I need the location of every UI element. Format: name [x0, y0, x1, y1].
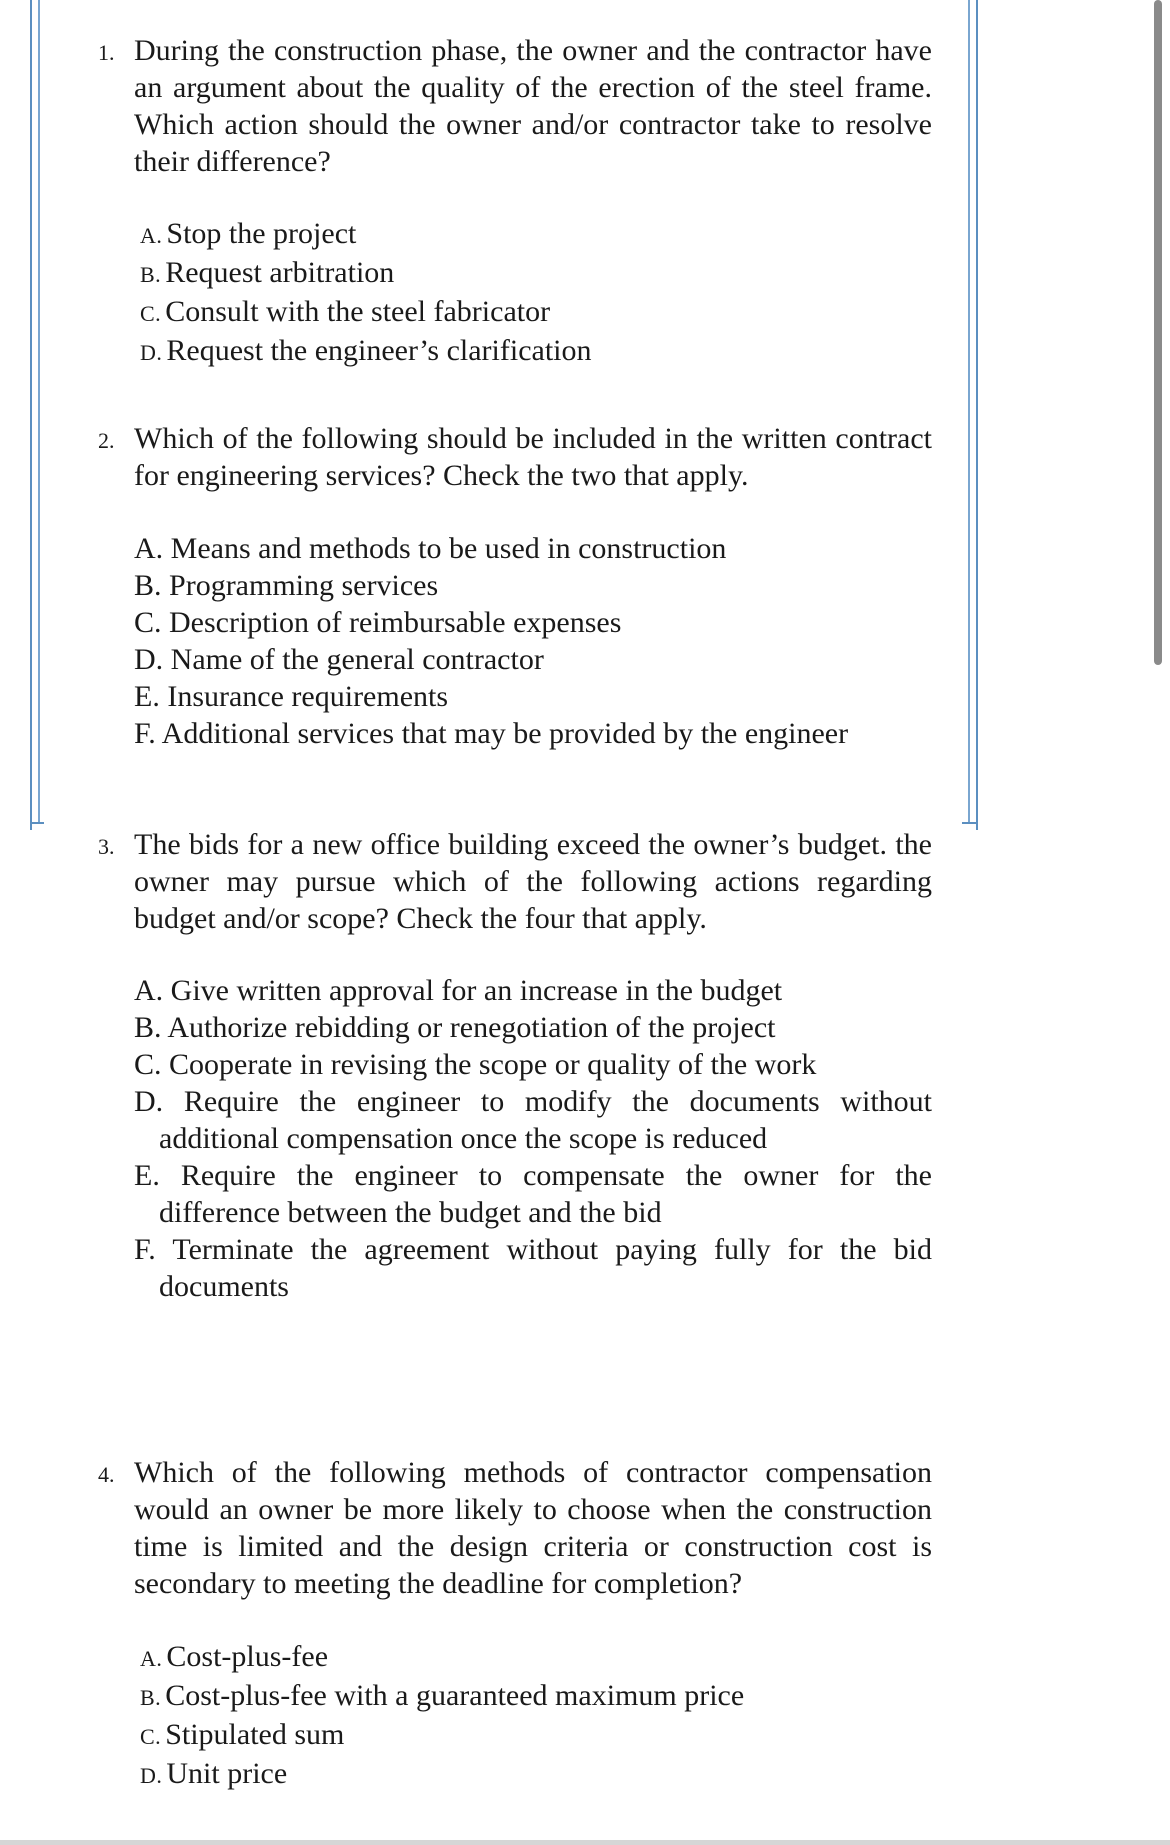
question-1-option-d[interactable] [140, 332, 932, 371]
option-text: Description of reimbursable expenses [169, 606, 622, 639]
question-4-option-d[interactable] [140, 1755, 932, 1794]
option-text: Name of the general contractor [170, 643, 544, 676]
frame-left-inner [38, 0, 40, 822]
question-3-option-f[interactable] [134, 1231, 932, 1305]
question-3-text-block [98, 826, 932, 937]
option-letter: E. [134, 1159, 160, 1192]
question-1-option-a[interactable] [140, 215, 932, 254]
option-text: Require the engineer to modify the documents without additional compensation once the scope is reduced [159, 1085, 933, 1155]
question-3-option-d[interactable] [134, 1083, 932, 1157]
question-2-option-b[interactable] [134, 567, 932, 604]
bottom-divider [0, 1840, 1170, 1845]
option-text: Authorize rebidding or renegotiation of the project [167, 1011, 776, 1044]
option-text: Stop the project [166, 217, 357, 250]
option-text: Cost-plus-fee with a guaranteed maximum price [165, 1679, 745, 1712]
question-4-option-a[interactable] [140, 1638, 932, 1677]
question-4-number: 4. [98, 1462, 115, 1487]
question-3 [98, 826, 932, 1305]
question-2 [98, 420, 932, 752]
option-letter: C. [140, 1724, 162, 1749]
question-4-options [98, 1638, 932, 1794]
question-3-option-b[interactable] [134, 1009, 932, 1046]
option-letter: F. [134, 1233, 156, 1266]
question-1-number: 1. [98, 40, 115, 65]
question-3-option-a[interactable] [134, 972, 932, 1009]
frame-right-bottom [962, 822, 978, 824]
question-1-option-c[interactable] [140, 293, 932, 332]
question-2-option-a[interactable] [134, 530, 932, 567]
question-3-option-c[interactable] [134, 1046, 932, 1083]
option-letter: B. [134, 1011, 162, 1044]
option-text: Means and methods to be used in construction [170, 532, 727, 565]
option-text: Consult with the steel fabricator [165, 295, 551, 328]
option-text: Insurance requirements [167, 680, 449, 713]
option-letter: D. [134, 1085, 164, 1118]
option-letter: D. [140, 1763, 163, 1788]
option-text: Additional services that may be provided by the engineer [161, 717, 849, 750]
option-letter: A. [134, 974, 164, 1007]
option-letter: C. [134, 606, 162, 639]
option-text: Cost-plus-fee [166, 1640, 329, 1673]
question-2-option-d[interactable] [134, 641, 932, 678]
question-3-number: 3. [98, 834, 115, 859]
option-letter: A. [140, 223, 163, 248]
question-2-text: Which of the following should be included in the written contract for engineering services? Check the two that apply. [134, 422, 932, 492]
question-3-option-e[interactable] [134, 1157, 932, 1231]
option-letter: D. [140, 340, 163, 365]
frame-right-outer [976, 0, 978, 830]
option-letter: E. [134, 680, 160, 713]
scrollbar-thumb[interactable] [1154, 0, 1162, 665]
option-text: Stipulated sum [165, 1718, 345, 1751]
question-2-options [98, 530, 932, 752]
option-letter: C. [134, 1048, 162, 1081]
option-letter: A. [134, 532, 164, 565]
option-text: Unit price [166, 1757, 288, 1790]
question-1-options [98, 215, 932, 371]
question-1 [98, 32, 932, 371]
frame-left-outer [30, 0, 32, 830]
option-text: Request the engineer’s clarification [166, 334, 592, 367]
question-4-option-c[interactable] [140, 1716, 932, 1755]
question-2-option-c[interactable] [134, 604, 932, 641]
question-2-option-f[interactable] [134, 715, 932, 752]
option-text: Require the engineer to compensate the owner for the difference between the budget and the bid [159, 1159, 932, 1229]
question-4-text-block [98, 1454, 932, 1602]
frame-right-inner [968, 0, 970, 822]
option-letter: C. [140, 301, 162, 326]
question-3-options [98, 972, 932, 1305]
option-text: Terminate the agreement without paying fully for the bid documents [159, 1233, 932, 1303]
frame-left-bottom [30, 822, 44, 824]
option-letter: B. [134, 569, 162, 602]
option-letter: B. [140, 262, 162, 287]
option-text: Programming services [169, 569, 439, 602]
option-text: Request arbitration [165, 256, 395, 289]
option-text: Give written approval for an increase in the budget [170, 974, 783, 1007]
question-3-text: The bids for a new office building exceed the owner’s budget. the owner may pursue which of the following actions regarding budget and/or scope? Check the four that apply. [134, 828, 932, 935]
question-1-text: During the construction phase, the owner and the contractor have an argument about the quality of the erection of the steel frame. Which action should the owner and/or contractor take to resolve their difference? [134, 34, 932, 178]
option-letter: A. [140, 1646, 163, 1671]
question-4-option-b[interactable] [140, 1677, 932, 1716]
option-letter: D. [134, 643, 164, 676]
option-letter: F. [134, 717, 156, 750]
option-text: Cooperate in revising the scope or quality of the work [169, 1048, 817, 1081]
question-4-text: Which of the following methods of contractor compensation would an owner be more likely to choose when the construction time is limited and the design criteria or construction cost is secondary to meeting the deadline for completion? [134, 1456, 932, 1600]
question-1-option-b[interactable] [140, 254, 932, 293]
question-2-number: 2. [98, 428, 115, 453]
question-1-text-block [98, 32, 932, 180]
question-2-text-block [98, 420, 932, 494]
question-2-option-e[interactable] [134, 678, 932, 715]
question-4 [98, 1454, 932, 1794]
option-letter: B. [140, 1685, 162, 1710]
